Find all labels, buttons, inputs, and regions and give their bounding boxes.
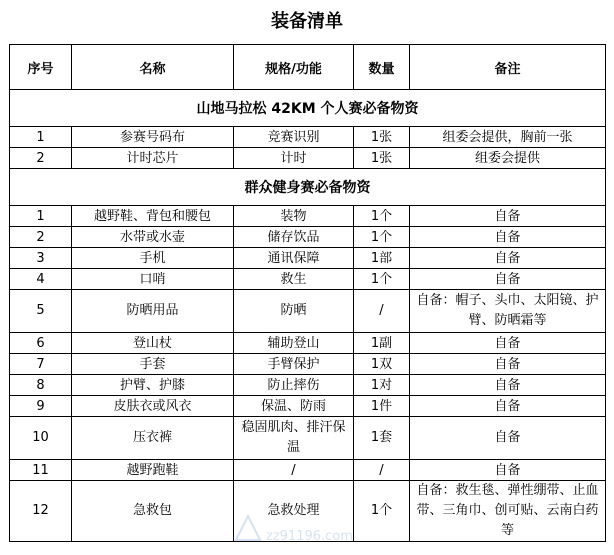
table-row: [10, 354, 606, 375]
table-row: [10, 290, 606, 333]
row-name: 手套: [72, 354, 234, 375]
header-note: 备注: [410, 45, 606, 90]
row-name: 越野跑鞋: [72, 460, 234, 481]
header-no: 序号: [10, 45, 72, 90]
row-spec: 装物: [234, 206, 354, 227]
row-spec: /: [234, 460, 354, 481]
row-spec: 防止摔伤: [234, 375, 354, 396]
row-no: 3: [10, 248, 72, 269]
row-note: 自备: [410, 375, 606, 396]
table-row: [10, 396, 606, 417]
row-qty: 1部: [354, 248, 410, 269]
row-note: 自备: [410, 248, 606, 269]
row-name: 手机: [72, 248, 234, 269]
table-header-row: [10, 45, 606, 90]
section-row: [10, 169, 606, 206]
row-no: 5: [10, 290, 72, 333]
section-title: 群众健身赛必备物资: [10, 169, 606, 206]
watermark-text: zz91196.com: [266, 529, 353, 544]
row-note: 自备: [410, 460, 606, 481]
row-name: 口哨: [72, 269, 234, 290]
row-qty: 1张: [354, 148, 410, 169]
row-name: 压衣裤: [72, 417, 234, 460]
table-row: [10, 269, 606, 290]
table-row: [10, 460, 606, 481]
header-qty: 数量: [354, 45, 410, 90]
row-name: 水带或水壶: [72, 227, 234, 248]
row-qty: 1件: [354, 396, 410, 417]
row-spec: 保温、防雨: [234, 396, 354, 417]
row-name: 急救包: [72, 481, 234, 542]
row-qty: 1个: [354, 206, 410, 227]
row-qty: /: [354, 290, 410, 333]
table-row: [10, 417, 606, 460]
row-note: 自备: [410, 227, 606, 248]
section-row: [10, 90, 606, 127]
row-no: 12: [10, 481, 72, 542]
row-note: 自备: [410, 333, 606, 354]
row-name: 皮肤衣或风衣: [72, 396, 234, 417]
row-note: 自备: [410, 396, 606, 417]
page-title: 装备清单: [271, 11, 343, 32]
row-name: 越野鞋、背包和腰包: [72, 206, 234, 227]
row-spec: 救生: [234, 269, 354, 290]
row-note: 自备：救生毯、弹性绷带、止血带、三角巾、创可贴、云南白药等: [410, 481, 606, 542]
row-no: 11: [10, 460, 72, 481]
row-note: 自备：帽子、头巾、太阳镜、护臂、防晒霜等: [410, 290, 606, 333]
row-note: 自备: [410, 206, 606, 227]
equipment-table: [9, 44, 606, 542]
table-row: [10, 148, 606, 169]
row-spec: 稳固肌肉、排汗保温: [234, 417, 354, 460]
row-spec: 储存饮品: [234, 227, 354, 248]
row-no: 6: [10, 333, 72, 354]
header-name: 名称: [72, 45, 234, 90]
row-spec: 防晒: [234, 290, 354, 333]
row-no: 1: [10, 127, 72, 148]
table-row: [10, 127, 606, 148]
row-qty: 1对: [354, 375, 410, 396]
row-qty: 1个: [354, 269, 410, 290]
row-qty: 1双: [354, 354, 410, 375]
row-name: 护臂、护膝: [72, 375, 234, 396]
row-spec: 手臂保护: [234, 354, 354, 375]
row-name: 参赛号码布: [72, 127, 234, 148]
row-no: 8: [10, 375, 72, 396]
row-qty: 1副: [354, 333, 410, 354]
row-no: 2: [10, 227, 72, 248]
row-no: 1: [10, 206, 72, 227]
row-note: 自备: [410, 269, 606, 290]
row-name: 计时芯片: [72, 148, 234, 169]
row-spec: 计时: [234, 148, 354, 169]
section-title: 山地马拉松 42KM 个人赛必备物资: [10, 90, 606, 127]
table-row: [10, 206, 606, 227]
row-spec: 辅助登山: [234, 333, 354, 354]
table-row: [10, 248, 606, 269]
row-name: 登山杖: [72, 333, 234, 354]
row-note: 自备: [410, 354, 606, 375]
row-no: 4: [10, 269, 72, 290]
table-row: [10, 375, 606, 396]
row-qty: 1套: [354, 417, 410, 460]
row-no: 2: [10, 148, 72, 169]
row-name: 防晒用品: [72, 290, 234, 333]
row-no: 7: [10, 354, 72, 375]
row-no: 9: [10, 396, 72, 417]
row-note: 组委会提供: [410, 148, 606, 169]
row-qty: 1张: [354, 127, 410, 148]
row-spec: 通讯保障: [234, 248, 354, 269]
table-row: [10, 227, 606, 248]
row-no: 10: [10, 417, 72, 460]
row-qty: 1个: [354, 227, 410, 248]
table-row: [10, 481, 606, 542]
row-qty: 1个: [354, 481, 410, 542]
row-spec: 竞赛识别: [234, 127, 354, 148]
row-note: 组委会提供，胸前一张: [410, 127, 606, 148]
row-spec: 急救处理: [234, 481, 354, 542]
row-qty: /: [354, 460, 410, 481]
table-row: [10, 333, 606, 354]
header-spec: 规格/功能: [234, 45, 354, 90]
row-note: 自备: [410, 417, 606, 460]
